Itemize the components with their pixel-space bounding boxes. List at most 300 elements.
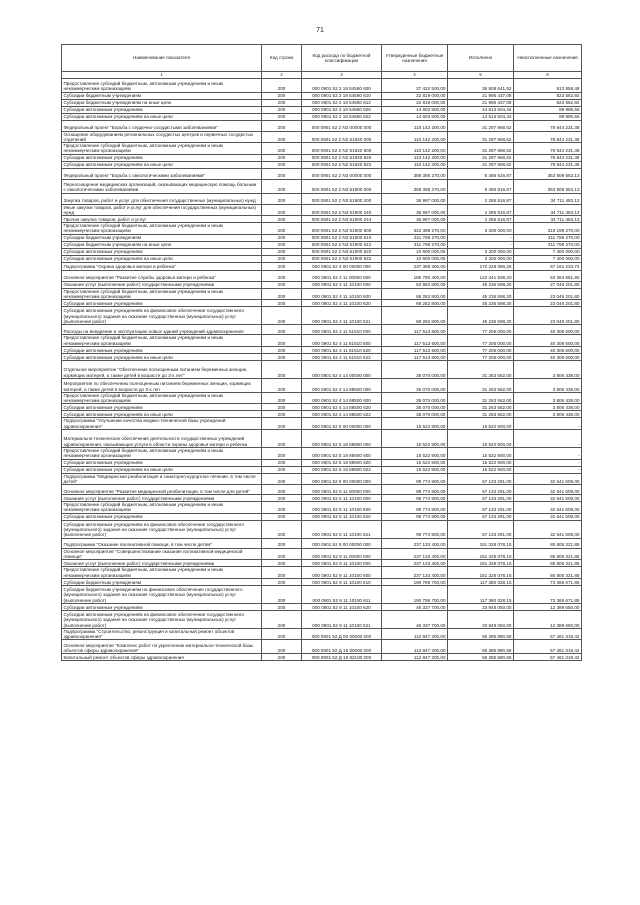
row-code: 200 xyxy=(262,255,302,262)
row-rest-amount: 40 308 600,00 xyxy=(514,346,582,353)
row-done-amount: 33 948 050,00 xyxy=(448,603,514,610)
row-rest-amount: 78 844 231,38 xyxy=(514,120,582,131)
row-done-amount: 151 328 078,15 xyxy=(448,567,514,579)
row-code: 200 xyxy=(262,325,302,335)
row-name: Субсидии автономным учреждениям xyxy=(62,300,262,307)
row-plan-amount: 10 600 000,00 xyxy=(382,248,448,255)
row-plan-amount: 14 603 500,00 xyxy=(382,113,448,120)
row-code: 200 xyxy=(262,353,302,360)
row-done-amount: 31 297 968,62 xyxy=(448,161,514,168)
row-done-amount: 21 995 437,08 xyxy=(448,99,514,106)
row-name: Основное мероприятие "Развитие службы здоровья матери и ребенка" xyxy=(62,270,262,281)
row-plan-amount: 322 398 270,00 xyxy=(382,223,448,235)
row-name: Субсидии автономным учреждениям на финансовое обеспечение государственного (муниципального) задания на оказание государственных (муниципальных) услуг (выполнение работ) xyxy=(62,307,262,325)
row-done-amount: 5 485 616,87 xyxy=(448,168,514,179)
row-plan-amount: 311 798 270,00 xyxy=(382,241,448,248)
row-plan-amount: 117 513 600,00 xyxy=(382,346,448,353)
row-done-amount: 117 380 028,15 xyxy=(448,578,514,585)
row-name: Основное мероприятие "Развитие медицинской реабилитации, в том числе для детей" xyxy=(62,485,262,495)
table-row xyxy=(62,255,582,262)
row-rest-amount: 73 365 671,85 xyxy=(514,585,582,603)
row-done-amount: 31 263 562,00 xyxy=(448,378,514,392)
row-kbk: 000 0901 52 2 18 54560 620 xyxy=(302,106,382,113)
row-done-amount: 45 236 598,20 xyxy=(448,300,514,307)
row-done-amount: 31 263 562,00 xyxy=(448,404,514,411)
row-done-amount: 14 513 504,44 xyxy=(448,113,514,120)
row-rest-amount: 3 806 438,00 xyxy=(514,411,582,418)
row-plan-amount: 237 389 300,00 xyxy=(382,262,448,270)
row-name: Субсидии бюджетным учреждениям xyxy=(62,234,262,241)
row-kbk: 000 0901 52 6 11 10100 620 xyxy=(302,513,382,520)
row-done-amount: 67 133 291,00 xyxy=(448,502,514,514)
row-name: Подпрограмма "Охрана здоровья матери и ребенка" xyxy=(62,262,262,270)
row-code: 200 xyxy=(262,603,302,610)
row-done-amount: 151 328 078,15 xyxy=(448,538,514,548)
row-rest-amount: 319 198 270,00 xyxy=(514,223,582,235)
table-row xyxy=(62,281,582,288)
row-code: 200 xyxy=(262,560,302,567)
row-done-amount: 45 236 598,20 xyxy=(448,281,514,288)
row-rest-amount: 823 562,92 xyxy=(514,99,582,106)
row-kbk: 000 0901 52 4 14 88500 622 xyxy=(302,411,382,418)
row-plan-amount: 36 997 000,00 xyxy=(382,216,448,223)
row-code: 200 xyxy=(262,640,302,654)
row-rest-amount: - xyxy=(514,466,582,473)
row-rest-amount: 7 400 000,00 xyxy=(514,248,582,255)
row-name: Субсидии бюджетным учреждениям на иные цели xyxy=(62,99,262,106)
row-name: Субсидии автономным учреждениям xyxy=(62,459,262,466)
row-kbk: 000 0901 52 6 11 00000 000 xyxy=(302,485,382,495)
row-plan-amount: 237 133 400,00 xyxy=(382,538,448,548)
table-row xyxy=(62,392,582,404)
row-kbk: 000 0901 52 9 11 10100 610 xyxy=(302,578,382,585)
row-code: 200 xyxy=(262,430,302,448)
row-code: 200 xyxy=(262,234,302,241)
row-code: 200 xyxy=(262,120,302,131)
row-plan-amount: 15 522 900,00 xyxy=(382,430,448,448)
row-name: Предоставление субсидий бюджетным, автономным учреждениям и иным некоммерческим организациям xyxy=(62,567,262,579)
row-plan-amount: 46 337 700,00 xyxy=(382,610,448,628)
table-row xyxy=(62,270,582,281)
header-plan: Утвержденные бюджетные назначения xyxy=(382,45,448,72)
table-row xyxy=(62,404,582,411)
row-kbk: 000 0901 52 6 11 10100 621 xyxy=(302,520,382,538)
row-done-amount: 151 328 078,15 xyxy=(448,548,514,560)
header-code: Код строки xyxy=(262,45,302,72)
row-code: 200 xyxy=(262,360,302,378)
table-row xyxy=(62,628,582,640)
row-done-amount: 15 522 900,00 xyxy=(448,448,514,460)
row-kbk: 000 0901 52 9 11 00000 000 xyxy=(302,548,382,560)
row-plan-amount: 311 798 270,00 xyxy=(382,234,448,241)
row-name: Подпрограмма "Оказание паллиативной помощи, в том числе детям" xyxy=(62,538,262,548)
table-row xyxy=(62,248,582,255)
row-kbk: 000 0901 52 4 14 88500 000 xyxy=(302,378,382,392)
header-name: Наименование показателя xyxy=(62,45,262,72)
row-rest-amount: - xyxy=(514,430,582,448)
row-plan-amount: 359 395 270,00 xyxy=(382,179,448,193)
row-plan-amount: 112 847 200,00 xyxy=(382,628,448,640)
table-row xyxy=(62,131,582,143)
table-row xyxy=(62,161,582,168)
row-plan-amount: 110 142 200,00 xyxy=(382,161,448,168)
row-plan-amount: 15 522 900,00 xyxy=(382,448,448,460)
table-row xyxy=(62,288,582,300)
row-done-amount: 3 200 000,00 xyxy=(448,223,514,235)
row-rest-amount: 89 995,56 xyxy=(514,113,582,120)
table-row xyxy=(62,143,582,155)
row-rest-amount: 67 161 233,74 xyxy=(514,262,582,270)
table-row xyxy=(62,502,582,514)
row-rest-amount: 34 711 483,13 xyxy=(514,204,582,216)
row-rest-amount: 85 805 321,85 xyxy=(514,560,582,567)
table-row xyxy=(62,241,582,248)
row-done-amount: 15 522 900,00 xyxy=(448,466,514,473)
row-name: Субсидии автономным учреждениям на иные цели xyxy=(62,466,262,473)
table-row xyxy=(62,418,582,430)
row-code: 200 xyxy=(262,585,302,603)
table-row xyxy=(62,360,582,378)
row-code: 200 xyxy=(262,300,302,307)
table-row xyxy=(62,179,582,193)
row-rest-amount: 32 641 609,00 xyxy=(514,520,582,538)
row-kbk: 000 0901 52 4 14 88500 600 xyxy=(302,392,382,404)
row-code: 200 xyxy=(262,466,302,473)
row-plan-amount: 35 070 000,00 xyxy=(382,392,448,404)
row-kbk: 000 0901 52 Д 00 00000 000 xyxy=(302,628,382,640)
row-kbk: 000 0901 52 2 N3 51900 200 xyxy=(302,193,382,204)
table-header-row xyxy=(62,45,582,72)
table-row xyxy=(62,335,582,347)
row-rest-amount: 32 641 609,00 xyxy=(514,502,582,514)
row-kbk: 000 0901 52 2 N3 51900 620 xyxy=(302,248,382,255)
row-code: 200 xyxy=(262,179,302,193)
row-name: Субсидии автономным учреждениям xyxy=(62,106,262,113)
row-plan-amount: 185 790 400,00 xyxy=(382,270,448,281)
row-kbk: 000 0901 52 Д 16 00000 000 xyxy=(302,640,382,654)
row-done-amount: - xyxy=(448,234,514,241)
row-kbk: 000 0901 52 4 11 51510 620 xyxy=(302,346,382,353)
row-name: Субсидии автономным учреждениям на иные цели xyxy=(62,113,262,120)
row-code: 200 xyxy=(262,378,302,392)
row-kbk: 000 0901 52 9 00 00000 000 xyxy=(302,538,382,548)
row-done-amount: 31 263 562,00 xyxy=(448,360,514,378)
row-code: 200 xyxy=(262,567,302,579)
row-kbk: 000 0901 52 4 11 10100 621 xyxy=(302,307,382,325)
row-rest-amount: 3 806 438,00 xyxy=(514,378,582,392)
column-number: 5 xyxy=(448,72,514,79)
row-name: Субсидии автономным учреждениям на иные цели xyxy=(62,353,262,360)
row-rest-amount: 85 805 321,85 xyxy=(514,567,582,579)
row-plan-amount: 117 513 600,00 xyxy=(382,353,448,360)
row-code: 200 xyxy=(262,216,302,223)
table-row xyxy=(62,120,582,131)
table-row xyxy=(62,578,582,585)
row-code: 200 xyxy=(262,610,302,628)
row-rest-amount: 57 461 319,42 xyxy=(514,654,582,661)
row-plan-amount: 10 600 000,00 xyxy=(382,255,448,262)
row-rest-amount: 353 909 653,13 xyxy=(514,179,582,193)
row-name: Подпрограмма "Медицинская реабилитация и санаторно-курортное лечение, в том числе детей" xyxy=(62,473,262,485)
table-row xyxy=(62,378,582,392)
row-name: Субсидии бюджетным учреждениям xyxy=(62,578,262,585)
row-rest-amount: 823 562,92 xyxy=(514,92,582,99)
column-number: 6 xyxy=(514,72,582,79)
row-kbk: 000 0901 52 2 18 54560 610 xyxy=(302,92,382,99)
row-done-amount: 3 200 000,00 xyxy=(448,255,514,262)
row-kbk: 000 0901 52 4 11 51510 000 xyxy=(302,325,382,335)
row-code: 200 xyxy=(262,485,302,495)
row-plan-amount: 110 142 200,00 xyxy=(382,131,448,143)
row-kbk: 000 0901 52 2 N3 51900 612 xyxy=(302,241,382,248)
row-plan-amount: 35 070 000,00 xyxy=(382,411,448,418)
row-name: Прочая закупка товаров, работ и услуг xyxy=(62,216,262,223)
row-kbk: 000 0901 52 4 11 51510 600 xyxy=(302,335,382,347)
row-name: Оказание услуг (выполнение работ) государственными учреждениями xyxy=(62,281,262,288)
row-rest-amount: 57 461 319,42 xyxy=(514,640,582,654)
row-name: Закупка товаров, работ и услуг для обеспечения государственных (муниципальных) нужд xyxy=(62,193,262,204)
row-rest-amount: 63 354 861,80 xyxy=(514,270,582,281)
row-plan-amount: 14 603 500,00 xyxy=(382,106,448,113)
table-row xyxy=(62,353,582,360)
row-plan-amount: 22 819 000,00 xyxy=(382,92,448,99)
row-rest-amount: 32 641 609,00 xyxy=(514,513,582,520)
row-plan-amount: 15 522 900,00 xyxy=(382,459,448,466)
row-name: Субсидии автономным учреждениям на финансовое обеспечение государственного (муниципального) задания на оказание государственных (муниципальных) услуг (выполнение работ) xyxy=(62,610,262,628)
row-name: Оснащение оборудованием региональных сосудистых центров и первичных сосудистых отделений xyxy=(62,131,262,143)
row-done-amount: 31 297 968,62 xyxy=(448,120,514,131)
row-code: 200 xyxy=(262,204,302,216)
row-plan-amount: 35 070 000,00 xyxy=(382,360,448,378)
row-done-amount: 55 385 880,58 xyxy=(448,640,514,654)
row-done-amount: 2 285 516,87 xyxy=(448,204,514,216)
table-row xyxy=(62,640,582,654)
row-name: Субсидии автономным учреждениям на финансовое обеспечение государственного (муниципального) задания на оказание государственных (муниципальных) услуг (выполнение работ) xyxy=(62,520,262,538)
row-done-amount: 67 133 291,00 xyxy=(448,513,514,520)
table-body xyxy=(62,78,582,661)
row-done-amount: 117 380 028,15 xyxy=(448,585,514,603)
row-kbk: 000 0901 52 4 11 10100 000 xyxy=(302,281,382,288)
row-rest-amount: - xyxy=(514,448,582,460)
row-kbk: 000 0901 52 9 11 10100 611 xyxy=(302,585,382,603)
row-code: 200 xyxy=(262,131,302,143)
row-done-amount: 15 522 900,00 xyxy=(448,459,514,466)
table-row xyxy=(62,300,582,307)
row-code: 200 xyxy=(262,346,302,353)
row-kbk: 000 0901 52 5 18 88900 000 xyxy=(302,430,382,448)
row-done-amount: 31 297 968,62 xyxy=(448,154,514,161)
page-number: 71 xyxy=(316,27,324,34)
row-plan-amount: 36 997 000,00 xyxy=(382,193,448,204)
row-kbk: 000 0901 52 2 N3 51900 622 xyxy=(302,255,382,262)
row-plan-amount: 237 133 400,00 xyxy=(382,560,448,567)
row-kbk: 000 0901 52 2 N2 00000 000 xyxy=(302,120,382,131)
row-name: Капитальный ремонт объектов сферы здравоохранения xyxy=(62,654,262,661)
header-rest: Неисполненные назначения xyxy=(514,45,582,72)
row-done-amount: 122 441 538,20 xyxy=(448,270,514,281)
row-done-amount: 36 508 641,52 xyxy=(448,78,514,92)
row-rest-amount: 353 909 653,13 xyxy=(514,168,582,179)
row-code: 200 xyxy=(262,538,302,548)
row-code: 200 xyxy=(262,495,302,502)
row-code: 200 xyxy=(262,113,302,120)
row-code: 200 xyxy=(262,628,302,640)
table-row xyxy=(62,466,582,473)
row-code: 200 xyxy=(262,513,302,520)
table-row xyxy=(62,603,582,610)
row-name: Предоставление субсидий бюджетным, автономным учреждениям и иным некоммерческим организациям xyxy=(62,223,262,235)
row-done-amount: - xyxy=(448,241,514,248)
row-plan-amount: 112 847 200,00 xyxy=(382,654,448,661)
row-plan-amount: 35 070 000,00 xyxy=(382,404,448,411)
row-rest-amount: 311 798 270,00 xyxy=(514,234,582,241)
table-row xyxy=(62,223,582,235)
row-code: 200 xyxy=(262,161,302,168)
row-code: 200 xyxy=(262,281,302,288)
row-kbk: 000 0901 52 5 00 00000 000 xyxy=(302,418,382,430)
row-code: 200 xyxy=(262,223,302,235)
row-plan-amount: 68 282 800,00 xyxy=(382,307,448,325)
row-rest-amount: 57 461 319,42 xyxy=(514,628,582,640)
row-kbk: 000 0901 52 2 N2 51920 600 xyxy=(302,143,382,155)
row-kbk: 000 0901 52 4 00 00000 000 xyxy=(302,262,382,270)
row-code: 200 xyxy=(262,92,302,99)
row-name: Оказание услуг (выполнение работ) государственными учреждениями xyxy=(62,495,262,502)
row-code: 200 xyxy=(262,578,302,585)
row-kbk: 000 0901 52 2 N2 51920 622 xyxy=(302,161,382,168)
row-kbk: 000 0901 52 Д 16 82100 000 xyxy=(302,654,382,661)
row-code: 200 xyxy=(262,262,302,270)
row-kbk: 000 0901 52 2 N2 51920 000 xyxy=(302,131,382,143)
row-kbk: 000 0901 52 4 11 00000 000 xyxy=(302,270,382,281)
row-name: Федеральный проект "Борьба с онкологическими заболеваниями" xyxy=(62,168,262,179)
row-done-amount: 31 297 968,62 xyxy=(448,143,514,155)
row-name: Основное мероприятие "Совершенствование оказания паллиативной медицинской помощи" xyxy=(62,548,262,560)
row-code: 200 xyxy=(262,448,302,460)
table-row xyxy=(62,325,582,335)
row-plan-amount: 68 282 800,00 xyxy=(382,300,448,307)
row-plan-amount: 112 847 200,00 xyxy=(382,640,448,654)
row-name: Предоставление субсидий бюджетным, автономным учреждениям и иным некоммерческим организациям xyxy=(62,392,262,404)
row-name: Субсидии автономным учреждениям xyxy=(62,346,262,353)
column-number: 1 xyxy=(62,72,262,79)
row-name: Субсидии бюджетным учреждениям xyxy=(62,92,262,99)
row-code: 200 xyxy=(262,270,302,281)
row-kbk: 000 0901 52 2 N3 51900 000 xyxy=(302,179,382,193)
table-row xyxy=(62,485,582,495)
row-name: Субсидии бюджетным учреждениям на иные цели xyxy=(62,241,262,248)
table-row xyxy=(62,548,582,560)
row-code: 200 xyxy=(262,99,302,106)
row-kbk: 000 0901 52 6 00 00000 000 xyxy=(302,473,382,485)
row-rest-amount: - xyxy=(514,418,582,430)
row-name: Мероприятия по обеспечению полноценным питанием беременных женщин, кормящих матерей, а также детей в возрасте до 3-х лет xyxy=(62,378,262,392)
row-plan-amount: 110 142 200,00 xyxy=(382,143,448,155)
row-done-amount: 2 285 516,87 xyxy=(448,193,514,204)
table-row xyxy=(62,560,582,567)
row-kbk: 000 0901 52 4 11 10100 600 xyxy=(302,288,382,300)
row-code: 200 xyxy=(262,143,302,155)
row-code: 200 xyxy=(262,418,302,430)
table-row xyxy=(62,585,582,603)
column-number: 2 xyxy=(262,72,302,79)
table-row xyxy=(62,204,582,216)
row-done-amount: 77 205 000,00 xyxy=(448,353,514,360)
row-name: Предоставление субсидий бюджетным, автономным учреждениям и иным некоммерческим организациям xyxy=(62,288,262,300)
row-plan-amount: 99 774 900,00 xyxy=(382,513,448,520)
row-rest-amount: 12 389 650,00 xyxy=(514,610,582,628)
row-done-amount: 170 228 066,26 xyxy=(448,262,514,270)
row-kbk: 000 0901 52 5 18 88900 600 xyxy=(302,448,382,460)
row-name: Федеральный проект "Борьба с сердечно-сосудистыми заболеваниями" xyxy=(62,120,262,131)
row-plan-amount: 110 142 200,00 xyxy=(382,154,448,161)
table-row xyxy=(62,654,582,661)
row-code: 200 xyxy=(262,411,302,418)
row-plan-amount: 68 282 800,00 xyxy=(382,288,448,300)
row-rest-amount: 3 806 438,00 xyxy=(514,392,582,404)
row-rest-amount: 78 844 231,38 xyxy=(514,154,582,161)
row-done-amount: 31 263 562,00 xyxy=(448,392,514,404)
row-name: Предоставление субсидий бюджетным, автономным учреждениям и иным некоммерческим организациям xyxy=(62,502,262,514)
row-rest-amount: 73 365 671,85 xyxy=(514,578,582,585)
row-name: Субсидии автономным учреждениям xyxy=(62,603,262,610)
row-kbk: 000 0901 52 2 N3 00000 000 xyxy=(302,168,382,179)
row-code: 200 xyxy=(262,248,302,255)
row-rest-amount: - xyxy=(514,459,582,466)
row-kbk: 000 0901 52 4 11 51510 622 xyxy=(302,353,382,360)
row-rest-amount: 78 844 231,38 xyxy=(514,131,582,143)
row-name: Субсидии автономным учреждениям на иные цели xyxy=(62,255,262,262)
table-row xyxy=(62,495,582,502)
row-code: 200 xyxy=(262,335,302,347)
row-done-amount: 77 205 000,00 xyxy=(448,335,514,347)
row-rest-amount: 78 844 231,38 xyxy=(514,161,582,168)
row-code: 200 xyxy=(262,307,302,325)
row-name: Субсидии автономным учреждениям xyxy=(62,154,262,161)
row-plan-amount: 99 774 900,00 xyxy=(382,502,448,514)
row-kbk: 000 0901 52 2 18 54560 622 xyxy=(302,113,382,120)
row-kbk: 000 0901 52 5 18 88900 622 xyxy=(302,466,382,473)
row-name: Предоставление субсидий бюджетным, автономным учреждениям и иным некоммерческим организациям xyxy=(62,78,262,92)
row-code: 200 xyxy=(262,154,302,161)
row-plan-amount: 36 997 000,00 xyxy=(382,204,448,216)
table-row xyxy=(62,113,582,120)
table-row xyxy=(62,234,582,241)
row-plan-amount: 37 422 500,00 xyxy=(382,78,448,92)
table-row xyxy=(62,610,582,628)
row-name: Иные закупки товаров, работ и услуг для обеспечения государственных (муниципальных) нужд xyxy=(62,204,262,216)
table-row xyxy=(62,538,582,548)
row-name: Субсидии автономным учреждениям на иные цели xyxy=(62,411,262,418)
row-code: 200 xyxy=(262,106,302,113)
table-row xyxy=(62,92,582,99)
table-row xyxy=(62,520,582,538)
row-rest-amount: 32 641 609,00 xyxy=(514,473,582,485)
row-rest-amount: 12 389 650,00 xyxy=(514,603,582,610)
row-name: Материально-техническое обеспечение деятельности государственных учреждений здравоохранения, оказывающих услуги в области охраны здоровья матери и ребенка xyxy=(62,430,262,448)
row-name: Подпрограмма "Улучшение качества медико-технической базы учреждений здравоохранения" xyxy=(62,418,262,430)
row-done-amount: 55 385 880,58 xyxy=(448,628,514,640)
row-plan-amount: 117 513 600,00 xyxy=(382,335,448,347)
row-plan-amount: 15 522 900,00 xyxy=(382,466,448,473)
table-row xyxy=(62,168,582,179)
row-code: 200 xyxy=(262,78,302,92)
row-rest-amount: 32 641 609,00 xyxy=(514,495,582,502)
row-kbk: 000 0901 52 9 11 10100 620 xyxy=(302,603,382,610)
row-rest-amount: 85 805 321,85 xyxy=(514,538,582,548)
row-rest-amount: 27 046 201,80 xyxy=(514,281,582,288)
row-plan-amount: 117 513 600,00 xyxy=(382,325,448,335)
